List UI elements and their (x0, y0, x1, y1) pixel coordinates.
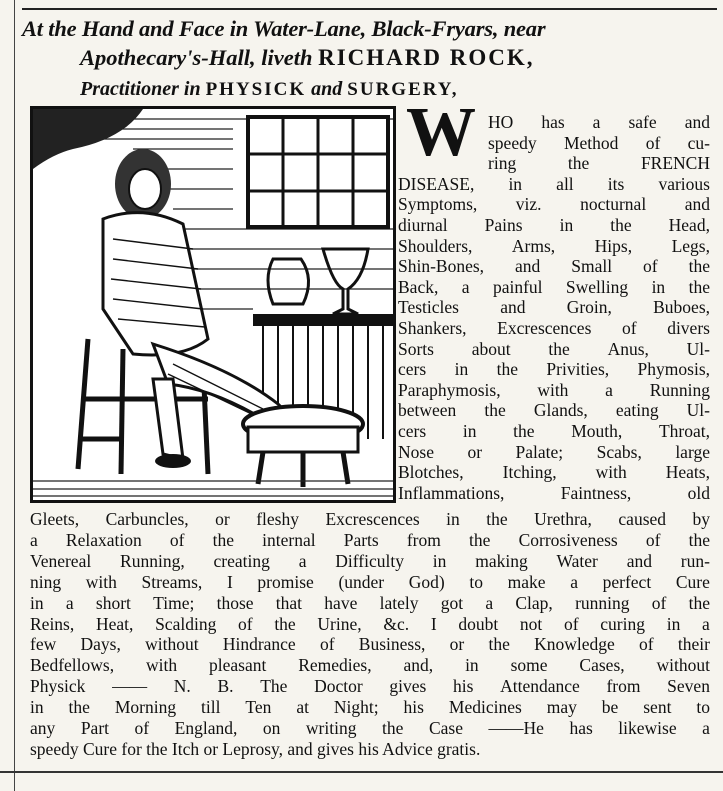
text-line: Symptoms, viz. nocturnal and (398, 194, 710, 215)
text-line: cers in the Privities, Phymosis, (398, 359, 710, 380)
text-line: between the Glands, eating Ul- (398, 400, 710, 421)
text-line: any Part of England, on writing the Case ——He has likewise a (30, 718, 710, 738)
heading-line-3 (80, 78, 723, 101)
text-line: Shankers, Excrescences of divers (398, 318, 710, 338)
heading-line-2-pre: Apothecary's-Hall, liveth (80, 45, 319, 70)
text-line: Bedfellows, with pleasant Remedies, and, in some Cases, without (30, 655, 710, 676)
text-line: a Relaxation of the internal Parts from the Corrosiveness of the (30, 529, 710, 550)
text-line: ning with Streams, I promise (under God) to make a perfect Cure (30, 571, 710, 592)
text-line: in a short Time; those that have lately got a Clap, running of the (30, 592, 710, 613)
column-rule-left (14, 0, 15, 791)
text-line: Back, a painful Swelling in the (398, 276, 710, 297)
text-line: diurnal Pains in the Head, (398, 215, 710, 235)
heading-surgery: SURGERY, (347, 79, 459, 100)
text-line: Venereal Running, creating a Difficulty in making Water and run- (30, 550, 710, 571)
text-line: Physick —— N. B. The Doctor gives his Attendance from Seven (30, 676, 710, 697)
text-line: Shoulders, Arms, Hips, Legs, (398, 235, 710, 256)
text-line: ring the FRENCH (488, 153, 710, 174)
woodcut-drawing (33, 109, 393, 500)
drop-cap: W (406, 94, 473, 171)
window (248, 117, 388, 227)
text-line: Nose or Palate; Scabs, large (398, 441, 710, 462)
heading-physick: PHYSICK (205, 79, 307, 100)
text-line: speedy Cure for the Itch or Leprosy, and gives his Advice gratis. (30, 738, 481, 759)
text-line: in the Morning till Ten at Night; his Medicines may be sent to (30, 697, 710, 718)
practitioner-name: RICHARD ROCK, (318, 45, 535, 70)
text-line: Shin-Bones, and Small of the (398, 256, 710, 277)
text-line: Sorts about the Anus, Ul- (398, 338, 710, 359)
footbath-stool (243, 406, 363, 487)
heading-line-3-mid: and (306, 78, 348, 100)
text-line: Gleets, Carbuncles, or fleshy Excrescences in the Urethra, caused by (30, 509, 710, 529)
text-line: Blotches, Itching, with Heats, (398, 462, 710, 483)
table-top (253, 314, 393, 326)
bottom-rule (0, 771, 723, 773)
text-line: HO has a safe and (488, 112, 710, 132)
heading-line-2 (80, 45, 723, 71)
jug (268, 259, 309, 304)
goblet (323, 249, 368, 314)
text-line: speedy Method of cu- (488, 132, 710, 153)
heading-line-3-pre: Practitioner in (80, 78, 206, 100)
text-line: Reins, Heat, Scalding of the Urine, &c. I doubt not of curing in a (30, 613, 710, 634)
text-line: Inflammations, Faintness, old (398, 482, 710, 503)
text-line: few Days, without Hindrance of Business, or the Knowledge of their (30, 634, 710, 655)
text-line: Paraphymosis, with a Running (398, 379, 710, 400)
text-line: Testicles and Groin, Buboes, (398, 297, 710, 318)
woodcut-illustration (30, 106, 396, 503)
top-rule (22, 8, 717, 10)
heading-line-1: At the Hand and Face in Water-Lane, Black-Fryars, near (22, 16, 546, 41)
text-line: cers in the Mouth, Throat, (398, 421, 710, 441)
text-line: DISEASE, in all its various (398, 173, 710, 194)
floor-hatching (33, 481, 393, 496)
